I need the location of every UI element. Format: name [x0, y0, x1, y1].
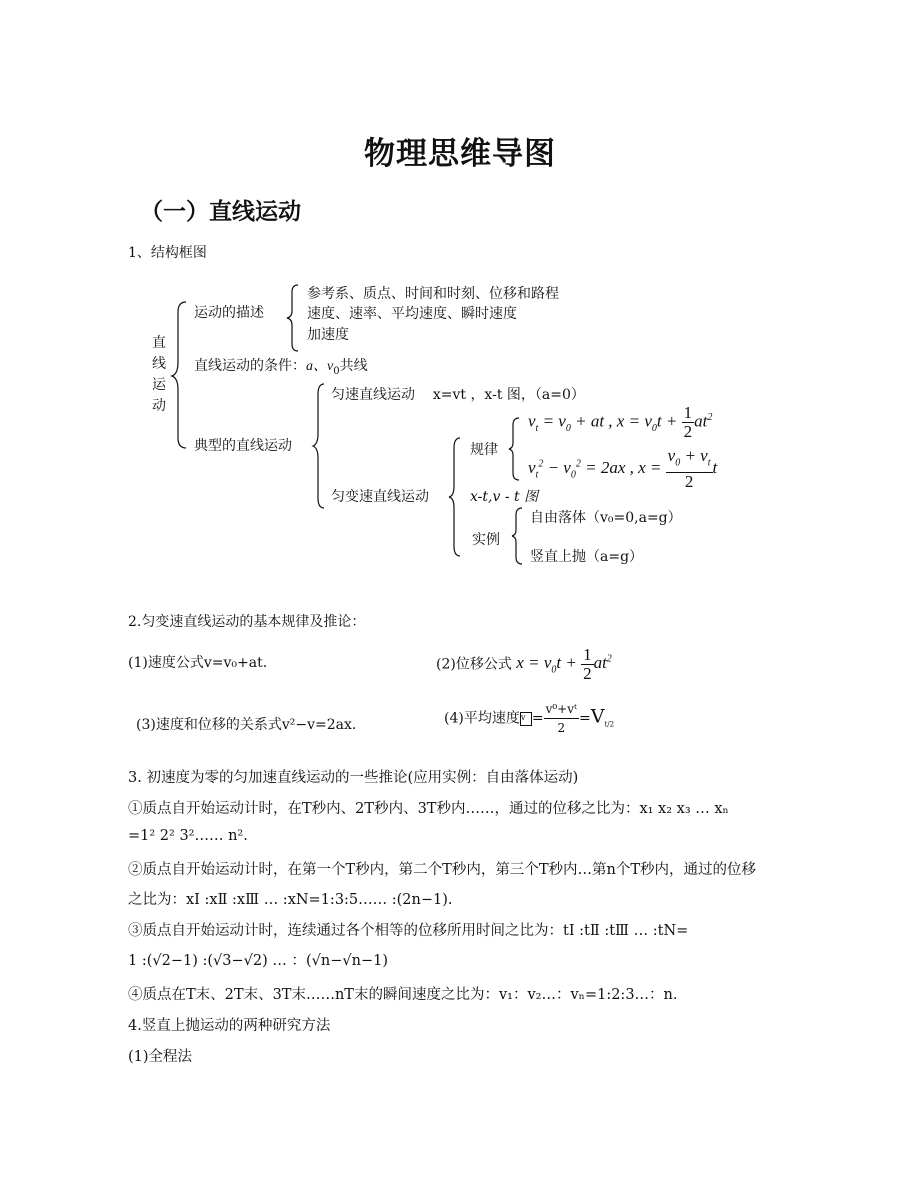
node-accel: 匀变速直线运动	[331, 489, 429, 505]
uniform-tail: ，x-t 图，（a=0）	[470, 387, 585, 403]
node-description: 运动的描述	[194, 305, 264, 321]
condition-label: 直线运动的条件：	[194, 358, 306, 374]
desc-item: 速度、速率、平均速度、瞬时速度	[307, 306, 517, 322]
condition-tail: 共线	[339, 358, 368, 374]
node-graph: x-t,v - t 图	[470, 489, 539, 505]
root-char: 直	[152, 335, 166, 351]
rule-4: ④质点在T末、2T末、3T末……nT末的瞬间速度之比为：v₁：v₂…：vₙ=1:2:3…：n.	[128, 987, 678, 1003]
example-brace	[511, 506, 525, 566]
rule-3a: ③质点自开始运动计时，连续通过各个相等的位移所用时间之比为：tⅠ :tⅡ :tⅢ … :tN=	[128, 923, 689, 939]
uniform-label: 匀速直线运动	[331, 387, 415, 403]
root-char: 动	[152, 398, 166, 414]
law-formula-1: $v_t = v_0$ + at , $x = v_0t$ + $\frac{1}{2}$ $at^2$	[528, 403, 713, 441]
uniform-equation: x=vt	[432, 387, 466, 403]
rule-1b: =1² 2² 3²…… n².	[128, 828, 248, 844]
page-title: 物理思维导图	[364, 136, 556, 172]
example-throw-up: 竖直上抛（a=g）	[530, 549, 644, 565]
root-brace	[170, 300, 190, 450]
node-example: 实例	[472, 532, 500, 548]
node-typical: 典型的直线运动	[194, 438, 292, 454]
sec4-item-1: (1)全程法	[128, 1049, 193, 1065]
velocity-formula: (1)速度公式v=v₀+at.	[128, 655, 268, 671]
desc-brace	[286, 283, 302, 353]
subsection-structure-heading: 1、结构框图	[128, 245, 207, 261]
node-condition: 直线运动的条件：a、$v_0$共线	[194, 358, 368, 377]
displacement-formula: (2)位移公式 $x = v_0t$ + $\frac{1}{2}$ $at^2$	[436, 645, 612, 683]
sec3-heading: 3. 初速度为零的匀加速直线运动的一些推论(应用实例：自由落体运动)	[128, 770, 579, 786]
law-formula-2: $v_t^2 - v_0^2 = 2ax$ , x = $\frac{v_0 + v_t}{2}$ t	[528, 446, 718, 492]
sec2-heading: 2.匀变速直线运动的基本规律及推论：	[128, 614, 366, 630]
rule-1a: ①质点自开始运动计时，在T秒内、2T秒内、3T秒内……，通过的位移之比为：x₁ x₂ x₃ … xₙ	[128, 801, 729, 817]
example-free-fall: 自由落体（v₀=0,a=g）	[530, 510, 682, 526]
root-char: 运	[152, 377, 166, 393]
avg-denominator: 2	[557, 721, 566, 735]
law-brace	[508, 416, 522, 482]
mindmap-root	[152, 333, 166, 417]
velocity-displacement-formula: (3)速度和位移的关系式v²−v=2ax.	[136, 717, 357, 733]
root-char: 线	[152, 356, 166, 372]
condition-math: a、v	[306, 359, 334, 374]
average-velocity-formula: (4)平均速度v = $\frac{\text{v⁰+vᵗ}}{2}$ $=V_{t/2}$	[444, 702, 615, 735]
typical-brace	[312, 382, 328, 510]
desc-item: 加速度	[307, 327, 349, 343]
section-heading: （一）直线运动	[140, 199, 301, 225]
node-uniform	[331, 384, 585, 404]
sec4-heading: 4.竖直上抛运动的两种研究方法	[128, 1018, 331, 1034]
desc-item: 参考系、质点、时间和时刻、位移和路程	[307, 286, 559, 302]
rule-2a: ②质点自开始运动计时，在第一个T秒内，第二个T秒内，第三个T秒内…第n个T秒内，通过的位移	[128, 862, 757, 878]
node-law: 规律	[470, 442, 498, 458]
accel-brace	[448, 436, 464, 558]
rule-3b: 1 :(√2−1) :(√3−√2) … ：(√n−√n−1)	[128, 953, 388, 969]
average-velocity-label: (4)平均速度	[444, 710, 520, 727]
displacement-label: (2)位移公式	[436, 656, 512, 673]
avg-numerator: v⁰+vᵗ	[544, 700, 579, 719]
rule-2b: 之比为：xⅠ :xⅡ :xⅢ … :xN=1:3:5…… :(2n−1).	[128, 892, 453, 908]
